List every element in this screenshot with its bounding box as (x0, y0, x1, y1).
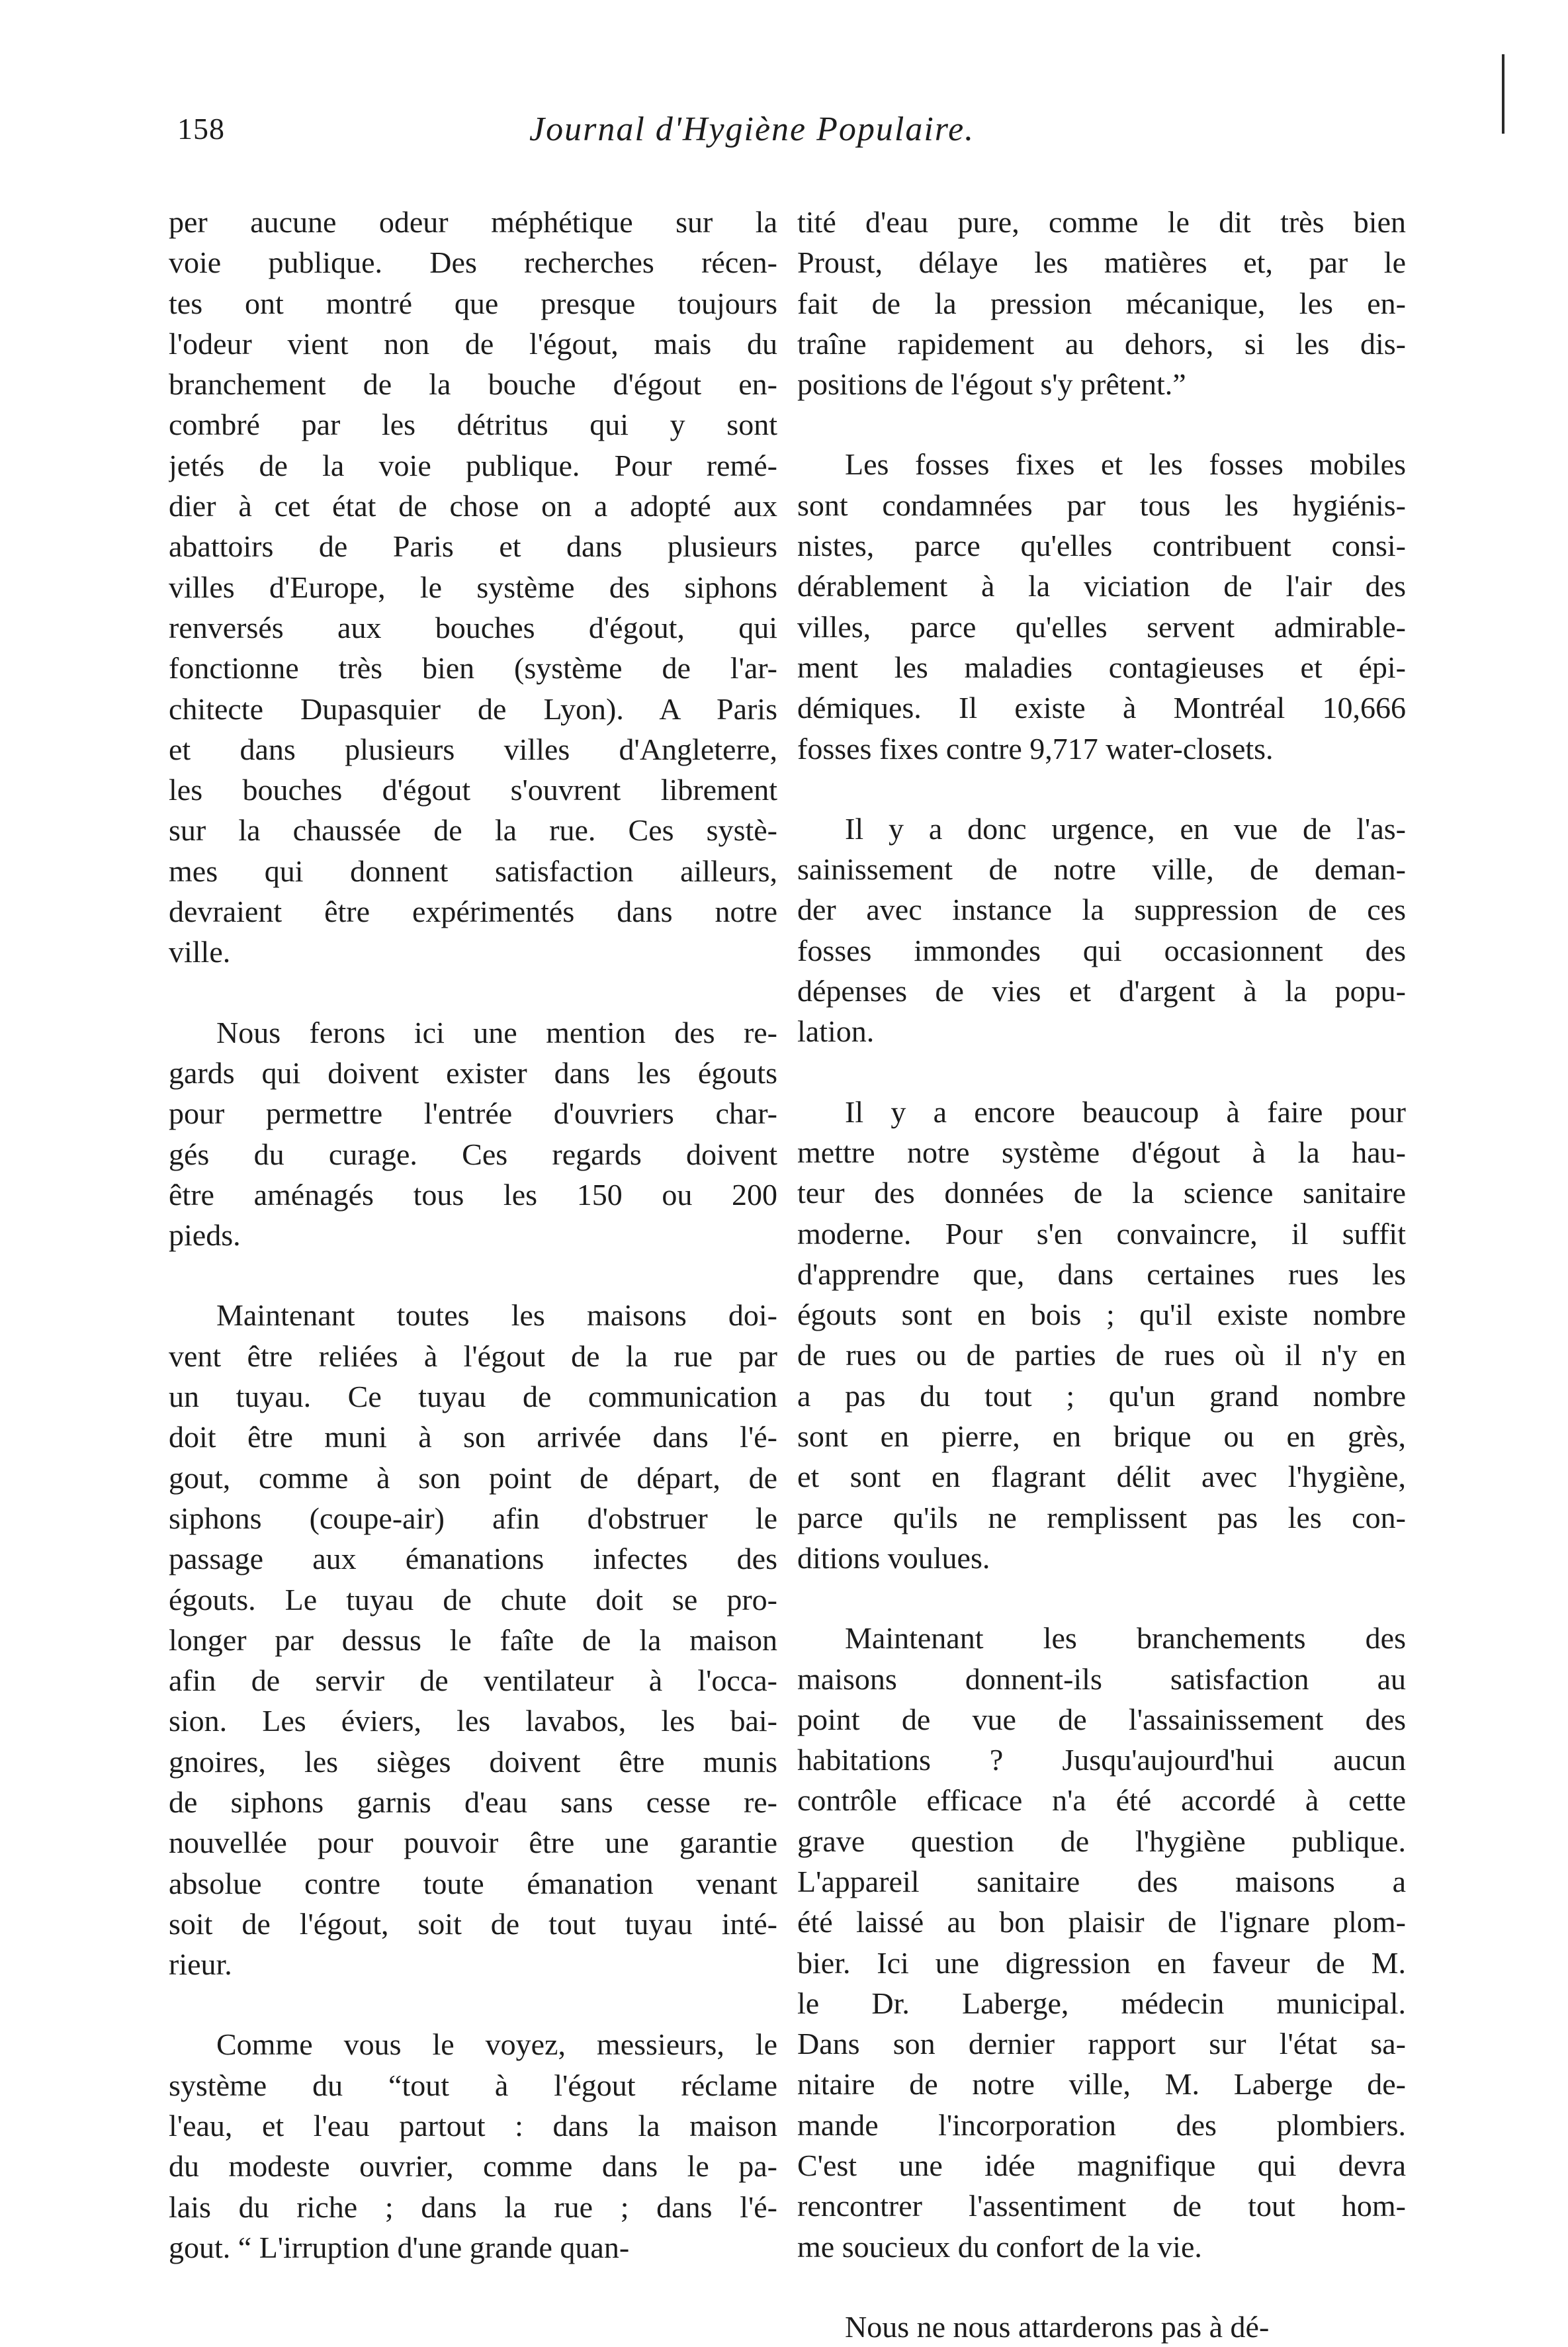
text-line: gnoires, les sièges doivent être munis (169, 1744, 777, 1779)
paragraph-gap (797, 404, 1406, 444)
text-line: devraient être expérimentés dans notre (169, 895, 777, 929)
text-line: ditions voulues. (797, 1540, 990, 1575)
text-line: rieur. (169, 1947, 232, 1982)
paragraph-gap (797, 1578, 1406, 1618)
text-line: gout. “ L'irruption d'une grande quan- (169, 2230, 630, 2264)
text-line: me soucieux du confort de la vie. (797, 2229, 1202, 2264)
text-line: vent être reliées à l'égout de la rue par (169, 1339, 777, 1373)
page-number: 158 (177, 112, 225, 146)
text-line: habitations ? Jusqu'aujourd'hui aucun (797, 1743, 1406, 1777)
text-line: rencontrer l'assentiment de tout hom- (797, 2189, 1406, 2223)
text-line: pieds. (169, 1218, 241, 1253)
paragraph (169, 202, 777, 973)
text-line: égouts sont en bois ; qu'il existe nombre (797, 1298, 1406, 1332)
text-line: nitaire de notre ville, M. Laberge de- (797, 2067, 1406, 2102)
text-line: teur des données de la science sanitaire (797, 1176, 1406, 1210)
text-line: fosses immondes qui occasionnent des (797, 933, 1406, 967)
text-line: sion. Les éviers, les lavabos, les bai- (169, 1704, 777, 1738)
text-line: été laissé au bon plaisir de l'ignare plom- (797, 1905, 1406, 1939)
paragraph-gap (797, 2267, 1406, 2307)
text-line: gards qui doivent exister dans les égouts (169, 1055, 777, 1090)
text-line: l'eau, et l'eau partout : dans la maison (169, 2109, 777, 2143)
text-line: et dans plusieurs villes d'Angleterre, (169, 732, 777, 766)
text-line: nistes, parce qu'elles contribuent consi- (797, 529, 1406, 563)
text-line: contrôle efficace n'a été accordé à cette (797, 1783, 1406, 1818)
text-line: pour permettre l'entrée d'ouvriers char- (169, 1096, 777, 1131)
text-line: voie publique. Des recherches récen- (169, 245, 777, 280)
text-line: ville. (169, 935, 231, 969)
text-line: jetés de la voie publique. Pour remé- (169, 448, 777, 482)
paragraph (169, 2024, 777, 2268)
running-title: Journal d'Hygiène Populaire. (529, 111, 975, 148)
text-line: démiques. Il existe à Montréal 10,666 (797, 691, 1406, 725)
text-line: nouvellée pour pouvoir être une garantie (169, 1826, 777, 1860)
text-line: combré par les détritus qui y sont (169, 408, 777, 442)
text-line: Les fosses fixes et les fosses mobiles (845, 447, 1406, 482)
text-line: L'appareil sanitaire des maisons a (797, 1864, 1406, 1898)
text-line: siphons (coupe-air) afin d'obstruer le (169, 1501, 777, 1535)
text-line: afin de servir de ventilateur à l'occa- (169, 1663, 777, 1698)
text-line: mes qui donnent satisfaction ailleurs, (169, 854, 777, 888)
text-line: mande l'incorporation des plombiers. (797, 2107, 1406, 2142)
text-line: fosses fixes contre 9,717 water-closets. (797, 731, 1274, 766)
text-line: chitecte Dupasquier de Lyon). A Paris (169, 691, 777, 726)
text-line: grave question de l'hygiène publique. (797, 1824, 1406, 1858)
text-line: sainissement de notre ville, de deman- (797, 852, 1406, 887)
text-line: dier à cet état de chose on a adopté aux (169, 489, 777, 523)
text-line: Comme vous le voyez, messieurs, le (216, 2027, 777, 2062)
text-line: parce qu'ils ne remplissent pas les con- (797, 1500, 1406, 1534)
text-line: positions de l'égout s'y prêtent.” (797, 367, 1186, 402)
paragraph (797, 809, 1406, 1052)
text-line: per aucune odeur méphétique sur la (169, 205, 777, 239)
text-line: et sont en flagrant délit avec l'hygiène, (797, 1460, 1406, 1494)
margin-rule (1502, 54, 1504, 134)
paragraph (169, 1012, 777, 1256)
text-line: le Dr. Laberge, médecin municipal. (797, 1986, 1406, 2020)
text-line: système du “tout à l'égout réclame (169, 2068, 777, 2102)
text-line: Nous ferons ici une mention des re- (216, 1015, 777, 1049)
text-line: der avec instance la suppression de ces (797, 893, 1406, 927)
text-line: point de vue de l'assainissement des (797, 1702, 1406, 1736)
text-line: gés du curage. Ces regards doivent (169, 1137, 777, 1171)
text-line: maisons donnent-ils satisfaction au (797, 1661, 1406, 1696)
text-line: absolue contre toute émanation venant (169, 1866, 777, 1900)
text-line: dérablement à la viciation de l'air des (797, 569, 1406, 603)
text-line: gout, comme à son point de départ, de (169, 1460, 777, 1495)
paragraph-gap (797, 1052, 1406, 1092)
text-line: fait de la pression mécanique, les en- (797, 286, 1406, 320)
paragraph-gap (797, 769, 1406, 809)
text-line: villes d'Europe, le système des siphons (169, 570, 777, 604)
paragraph (797, 1092, 1406, 1579)
paragraph (169, 1295, 777, 1984)
text-line: lation. (797, 1014, 875, 1049)
text-line: l'odeur vient non de l'égout, mais du (169, 326, 777, 361)
paragraph (797, 444, 1406, 768)
text-line: branchement de la bouche d'égout en- (169, 367, 777, 402)
text-line: C'est une idée magnifique qui devra (797, 2148, 1406, 2183)
text-line: moderne. Pour s'en convaincre, il suffit (797, 1216, 1406, 1251)
text-line: ment les maladies contagieuses et épi- (797, 650, 1406, 684)
paragraph (797, 202, 1406, 404)
text-line: sont en pierre, en brique ou en grès, (797, 1419, 1406, 1454)
text-line: de siphons garnis d'eau sans cesse re- (169, 1785, 777, 1819)
text-line: lais du riche ; dans la rue ; dans l'é- (169, 2190, 777, 2224)
right-column (797, 202, 1406, 2347)
text-line: être aménagés tous les 150 ou 200 (169, 1177, 777, 1212)
text-line: dépenses de vies et d'argent à la popu- (797, 974, 1406, 1008)
text-line: égouts. Le tuyau de chute doit se pro- (169, 1582, 777, 1616)
text-line: Il y a encore beaucoup à faire pour (845, 1094, 1406, 1129)
text-line: bier. Ici une digression en faveur de M. (797, 1945, 1406, 1980)
text-line: villes, parce qu'elles servent admirable- (797, 609, 1406, 644)
text-line: un tuyau. Ce tuyau de communication (169, 1380, 777, 1414)
text-line: doit être muni à son arrivée dans l'é- (169, 1420, 777, 1454)
text-line: les bouches d'égout s'ouvrent librement (169, 773, 777, 807)
text-line: a pas du tout ; qu'un grand nombre (797, 1378, 1406, 1413)
paragraph (797, 1618, 1406, 2267)
text-line: mettre notre système d'égout à la hau- (797, 1135, 1406, 1169)
text-line: Il y a donc urgence, en vue de l'as- (845, 811, 1406, 846)
text-line: traîne rapidement au dehors, si les dis- (797, 326, 1406, 361)
text-line: tes ont montré que presque toujours (169, 286, 777, 320)
text-line: Dans son dernier rapport sur l'état sa- (797, 2027, 1406, 2061)
text-line: soit de l'égout, soit de tout tuyau inté- (169, 1906, 777, 1941)
text-line: de rues ou de parties de rues où il n'y en (797, 1338, 1406, 1372)
text-line: Proust, délaye les matières et, par le (797, 245, 1406, 280)
paragraph (797, 2307, 1406, 2347)
text-line: fonctionne très bien (système de l'ar- (169, 651, 777, 686)
text-line: Nous ne nous attarderons pas à dé- (845, 2309, 1270, 2344)
text-line: Maintenant toutes les maisons doi- (216, 1298, 777, 1333)
text-line: d'apprendre que, dans certaines rues les (797, 1257, 1406, 1291)
text-line: tité d'eau pure, comme le dit très bien (797, 205, 1406, 239)
text-line: sur la chaussée de la rue. Ces systè- (169, 813, 777, 848)
text-line: Maintenant les branchements des (845, 1621, 1406, 1656)
text-line: sont condamnées par tous les hygiénis- (797, 488, 1406, 522)
text-line: abattoirs de Paris et dans plusieurs (169, 529, 777, 564)
paragraph-gap (169, 973, 777, 1012)
paragraph-gap (169, 1984, 777, 2024)
text-line: passage aux émanations infectes des (169, 1542, 777, 1576)
paragraph-gap (169, 1255, 777, 1295)
text-line: renversés aux bouches d'égout, qui (169, 610, 777, 644)
left-column (169, 202, 777, 2268)
text-line: longer par dessus le faîte de la maison (169, 1622, 777, 1657)
text-line: du modeste ouvrier, comme dans le pa- (169, 2149, 777, 2184)
